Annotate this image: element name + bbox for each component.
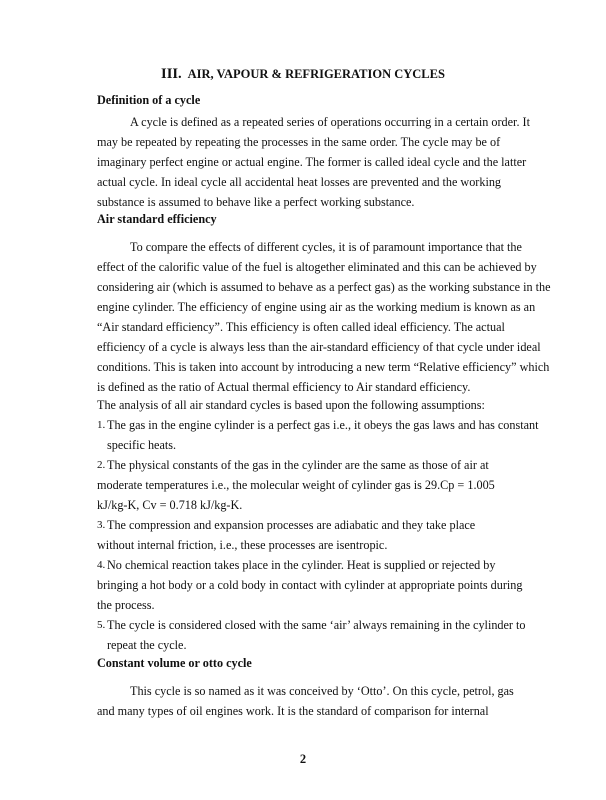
list-number: 4.: [97, 559, 106, 571]
list-item-line: specific heats.: [107, 438, 177, 452]
list-item-line: No chemical reaction takes place in the cylinder. Heat is supplied or rejected by: [107, 558, 496, 572]
paragraph-line: engine cylinder. The efficiency of engine using air as the working medium is known as an: [97, 300, 536, 314]
paragraph-line: A cycle is defined as a repeated series of operations occurring in a certain order. It: [130, 115, 530, 129]
list-item-line: repeat the cycle.: [107, 638, 187, 652]
paragraph-line: effect of the calorific value of the fuel is altogether eliminated and this can be achieved by: [97, 260, 537, 274]
paragraph-line: conditions. This is taken into account by introducing a new term “Relative efficiency” which: [97, 360, 550, 374]
section-heading-otto: Constant volume or otto cycle: [97, 656, 252, 670]
chapter-number: III.: [161, 66, 182, 82]
paragraph-line: “Air standard efficiency”. This efficiency is often called ideal efficiency. The actual: [97, 320, 505, 334]
paragraph-line: imaginary perfect engine or actual engine. The former is called ideal cycle and the latter: [97, 155, 527, 169]
paragraph-line: efficiency of a cycle is always less than the air-standard efficiency of that cycle under ideal: [97, 340, 541, 354]
list-item-line: without internal friction, i.e., these processes are isentropic.: [97, 538, 388, 552]
paragraph-line: considering air (which is assumed to behave as a perfect gas) as the working substance in the: [97, 280, 551, 294]
section-heading-definition: Definition of a cycle: [97, 93, 201, 107]
paragraph-line: is defined as the ratio of Actual thermal efficiency to Air standard efficiency.: [97, 380, 471, 394]
list-item-line: kJ/kg-K, Cv = 0.718 kJ/kg-K.: [97, 498, 243, 512]
list-item-line: The cycle is considered closed with the same ‘air’ always remaining in the cylinder to: [107, 618, 526, 632]
paragraph-line: actual cycle. In ideal cycle all accidental heat losses are prevented and the working: [97, 175, 502, 189]
list-item-line: The physical constants of the gas in the cylinder are the same as those of air at: [107, 458, 489, 472]
chapter-title-text: AIR, VAPOUR & REFRIGERATION CYCLES: [187, 67, 445, 81]
list-number: 5.: [97, 619, 106, 631]
paragraph-line: To compare the effects of different cycles, it is of paramount importance that the: [130, 240, 522, 254]
paragraph-line: This cycle is so named as it was conceived by ‘Otto’. On this cycle, petrol, gas: [130, 684, 514, 698]
list-item-line: the process.: [97, 598, 155, 612]
list-number: 1.: [97, 419, 106, 431]
list-number: 3.: [97, 519, 106, 531]
paragraph-line: The analysis of all air standard cycles is based upon the following assumptions:: [97, 398, 485, 412]
chapter-title: [0, 66, 606, 82]
list-item-line: bringing a hot body or a cold body in contact with cylinder at appropriate points during: [97, 578, 523, 592]
paragraph-line: and many types of oil engines work. It is the standard of comparison for internal: [97, 704, 489, 718]
paragraph-line: substance is assumed to behave like a perfect working substance.: [97, 195, 415, 209]
list-item-line: The compression and expansion processes are adiabatic and they take place: [107, 518, 476, 532]
paragraph-line: may be repeated by repeating the processes in the same order. The cycle may be of: [97, 135, 501, 149]
page-number: 2: [299, 752, 307, 766]
list-item-line: moderate temperatures i.e., the molecular weight of cylinder gas is 29.Cp = 1.005: [97, 478, 495, 492]
list-number: 2.: [97, 459, 106, 471]
list-item-line: The gas in the engine cylinder is a perfect gas i.e., it obeys the gas laws and has constant: [107, 418, 539, 432]
section-heading-air-standard: Air standard efficiency: [97, 212, 217, 226]
